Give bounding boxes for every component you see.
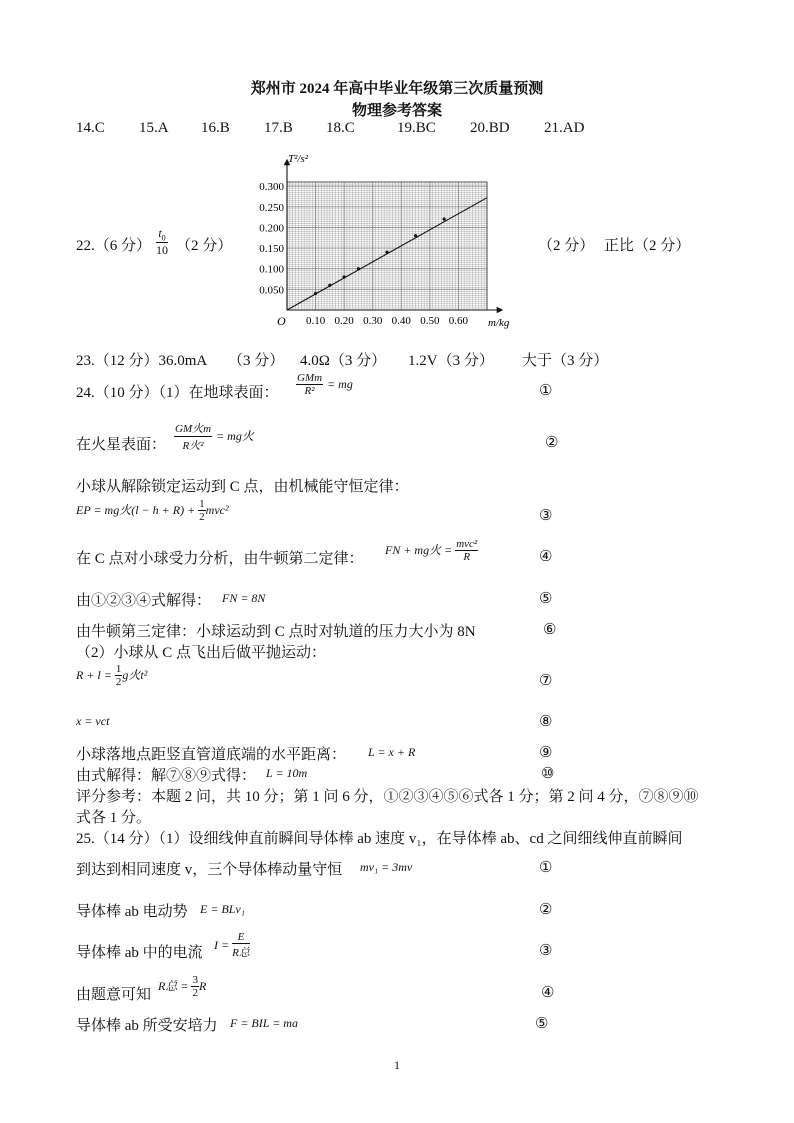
y-tick-label: 0.250: [259, 201, 284, 214]
data-point: [343, 275, 346, 278]
t2-vs-m-chart: [240, 148, 530, 336]
q24-line10: 由式解得：解⑦⑧⑨式得：: [76, 768, 257, 784]
q24-eq1: $\frac{\text{GMm}}{\text{R²}}$ = mg: [297, 372, 353, 397]
y-tick-label: 0.300: [259, 181, 284, 194]
q25-line4: 导体棒 ab 中的电流: [76, 945, 203, 961]
eq-mark-25-4: ④: [541, 985, 555, 1001]
q24-line7: （2）小球从 C 点飞出后做平抛运动：: [76, 645, 327, 661]
mc-answer: 17.B: [264, 120, 293, 136]
q24-grading-line1: 评分参考：本题 2 问，共 10 分；第 1 问 6 分，①②③④⑤⑥式各 1 分；第 2 问 4 分，⑦⑧⑨⑩: [76, 789, 699, 805]
q24-line5: 由①②③④式解得：: [76, 593, 212, 609]
q24-line4: 在 C 点对小球受力分析，由牛顿第二定律：: [76, 551, 364, 567]
eq-mark-2: ②: [545, 435, 559, 451]
y-tick-label: 0.200: [259, 222, 284, 235]
y-axis-label: T²/s²: [288, 153, 309, 165]
q25-line5: 由题意可知: [76, 987, 152, 1003]
q22-score1: （2 分）: [176, 238, 233, 254]
x-tick-label: 0.60: [448, 315, 469, 327]
q24-line9: 小球落地点距竖直管道底端的水平距离：: [76, 747, 347, 763]
data-point: [357, 267, 360, 270]
data-point: [328, 284, 331, 287]
y-tick-label: 0.050: [259, 284, 284, 297]
q23-answer3: 1.2V（3 分）: [408, 353, 494, 369]
eq-mark-25-1: ①: [539, 860, 553, 876]
q24-line1: 24.（10 分）（1）在地球表面：: [76, 385, 279, 401]
y-tick-label: 0.100: [259, 263, 284, 276]
q22-score2: （2 分）: [538, 238, 595, 254]
q24-eq10: L = 10m: [266, 766, 308, 780]
eq-mark-3: ③: [539, 508, 553, 524]
q25-eq3: I = $\frac{E}{\text{R总}}$: [214, 931, 250, 959]
x-tick-label: 0.30: [363, 315, 383, 327]
x-tick-label: 0.10: [305, 315, 326, 327]
x-axis-label: m/kg: [488, 317, 510, 329]
x-tick-label: 0.50: [420, 315, 440, 327]
mc-answer: 18.C: [326, 120, 355, 136]
mc-answer: 16.B: [201, 120, 230, 136]
q24-eq5: FN = 8N: [222, 591, 266, 605]
q24-eq3: EP = mg火(l − h + R) + $\frac{1}{2}$ mvc²: [76, 498, 229, 523]
q25-eq1: mv₁ = 3mv: [360, 860, 413, 874]
q23-answer2: 4.0Ω（3 分）: [300, 353, 387, 369]
q25-eq4: R总 = $\frac{3}{2}$ R: [158, 974, 207, 999]
q25-line2: 到达到相同速度 v，三个导体棒动量守恒: [76, 862, 343, 878]
page-number: 1: [394, 1058, 400, 1072]
eq-mark-10: ⑩: [541, 766, 555, 782]
mc-answer: 15.A: [139, 120, 169, 136]
mc-answer: 19.BC: [397, 120, 436, 136]
y-tick-label: 0.150: [259, 243, 284, 256]
page-subtitle: 物理参考答案: [351, 103, 442, 119]
data-point: [414, 234, 417, 237]
eq-mark-1: ①: [539, 383, 553, 399]
eq-mark-6: ⑥: [543, 622, 557, 638]
eq-mark-7: ⑦: [539, 673, 553, 689]
q24-grading-line2: 式各 1 分。: [76, 810, 152, 826]
eq-mark-9: ⑨: [539, 745, 553, 761]
eq-mark-25-2: ②: [539, 902, 553, 918]
origin-label: O: [277, 314, 286, 328]
data-point: [443, 218, 446, 221]
data-point: [385, 251, 388, 254]
q24-eq7: R + l = $\frac{1}{2}$ g火t²: [76, 663, 148, 688]
eq-mark-5: ⑤: [539, 591, 553, 607]
eq-mark-4: ④: [539, 549, 553, 565]
q24-eq8: x = vct: [76, 714, 110, 728]
q25-line3: 导体棒 ab 电动势: [76, 904, 188, 920]
q25-line1: 25.（14 分）（1）设细线伸直前瞬间导体棒 ab 速度 v₁，在导体棒 ab、cd 之间细线伸直前瞬间: [76, 831, 683, 847]
q23-answer4: 大于（3 分）: [522, 353, 609, 369]
mc-answer: 14.C: [76, 120, 105, 136]
mc-answer: 20.BD: [470, 120, 510, 136]
x-tick-label: 0.20: [334, 315, 354, 327]
q22-prefix: 22.（6 分）: [76, 238, 152, 254]
q24-line2: 在火星表面：: [76, 437, 167, 453]
page-title: 郑州市 2024 年高中毕业年级第三次质量预测: [250, 81, 544, 97]
q23-score1: （3 分）: [228, 353, 285, 369]
q22-answer2: 正比（2 分）: [604, 238, 691, 254]
q25-eq2: E = BLv₁: [200, 902, 245, 916]
eq-mark-8: ⑧: [539, 714, 553, 730]
q24-eq9: L = x + R: [368, 745, 416, 759]
data-point: [314, 292, 317, 295]
q24-eq2: $\frac{\text{GM火m}}{\text{R火²}}$ = mg火: [174, 420, 254, 453]
q24-eq4: FN + mg火 = $\frac{\text{mvc²}}{R}$: [385, 538, 478, 563]
q25-line6: 导体棒 ab 所受安培力: [76, 1018, 218, 1034]
mc-answer: 21.AD: [544, 120, 585, 136]
q23-prefix: 23.（12 分）36.0mA: [76, 353, 208, 369]
eq-mark-25-3: ③: [539, 943, 553, 959]
q25-eq5: F = BIL = ma: [230, 1016, 298, 1030]
eq-mark-25-5: ⑤: [535, 1016, 549, 1032]
q22-fraction: $\frac{t_0}{10}$: [156, 226, 168, 258]
x-tick-label: 0.40: [391, 315, 411, 327]
q24-line3: 小球从解除锁定运动到 C 点，由机械能守恒定律：: [76, 479, 409, 495]
q24-line6: 由牛顿第三定律：小球运动到 C 点时对轨道的压力大小为 8N: [76, 624, 476, 640]
